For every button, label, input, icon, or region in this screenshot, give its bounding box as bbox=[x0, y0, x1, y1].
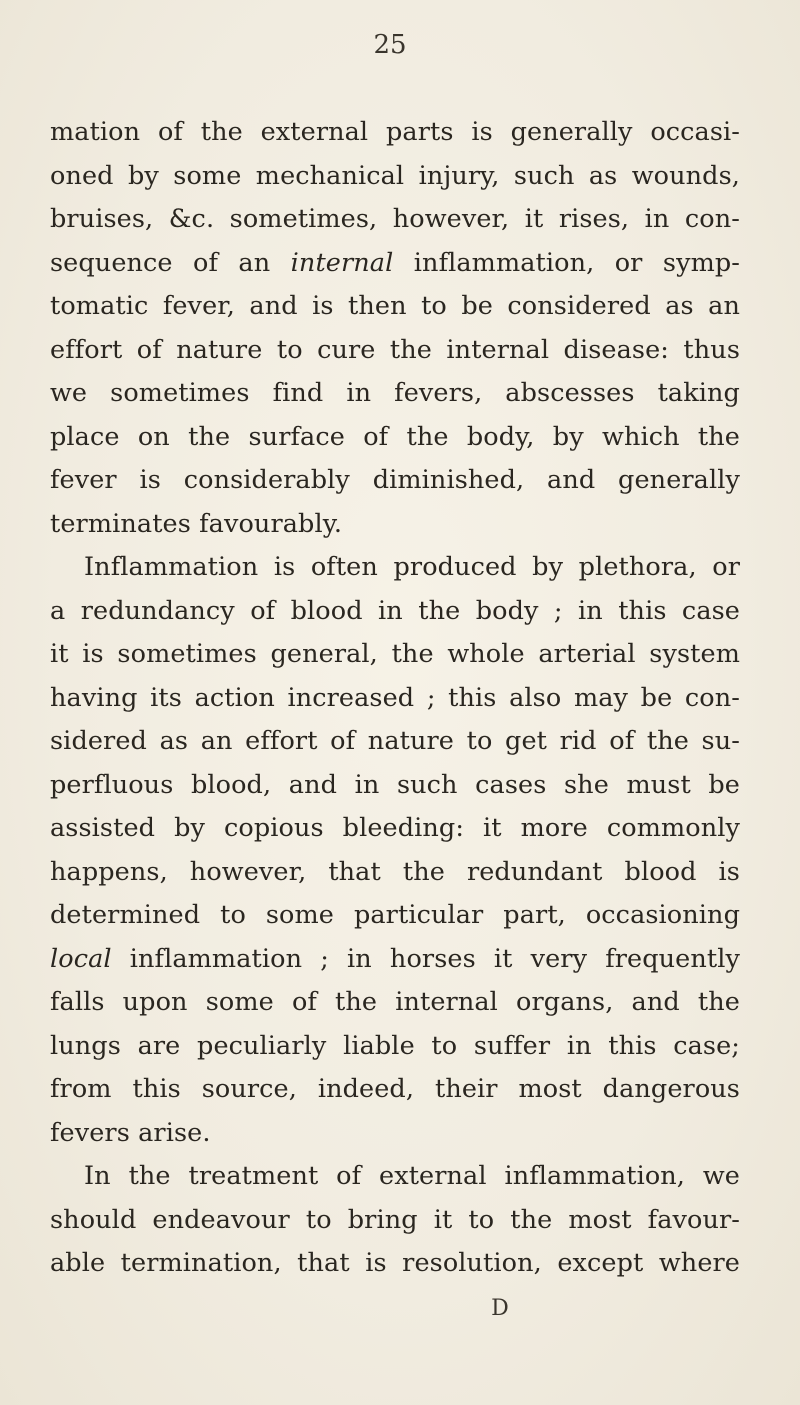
text-line: effort of nature to cure the internal disease: thus bbox=[50, 334, 740, 365]
text-line: assisted by copious bleeding: it more commonly bbox=[50, 813, 740, 843]
text-line: fever is considerably diminished, and generally bbox=[50, 465, 740, 495]
text-line: happens, however, that the redundant blood is bbox=[50, 856, 740, 887]
text-line: able termination, that is resolution, except where bbox=[50, 1248, 740, 1278]
text-line: we sometimes find in fevers, abscesses taking bbox=[50, 378, 740, 408]
text-line: tomatic fever, and is then to be considered as an bbox=[50, 291, 740, 321]
text-line: mation of the external parts is generally occasi- bbox=[50, 117, 740, 147]
text-line: sequence of an internal inflammation, or symp- bbox=[50, 247, 740, 278]
body-text bbox=[50, 111, 740, 1286]
text-line: from this source, indeed, their most dangerous bbox=[50, 1074, 740, 1104]
text-line: a redundancy of blood in the body ; in this case bbox=[50, 595, 740, 626]
text-line: lungs are peculiarly liable to suffer in this case; bbox=[50, 1030, 740, 1061]
text-line: should endeavour to bring it to the most favour- bbox=[50, 1204, 740, 1235]
text-line: falls upon some of the internal organs, and the bbox=[50, 987, 740, 1017]
text-line: In the treatment of external inflammation, we bbox=[84, 1161, 740, 1191]
text-line: local inflammation ; in horses it very frequently bbox=[50, 943, 740, 974]
italic-word: local bbox=[50, 943, 112, 974]
text-line: oned by some mechanical injury, such as wounds, bbox=[50, 160, 740, 191]
text-line: determined to some particular part, occasioning bbox=[50, 900, 740, 930]
signature-mark: D bbox=[491, 1296, 509, 1321]
text-line: fevers arise. bbox=[50, 1117, 211, 1148]
italic-word: internal bbox=[290, 247, 394, 278]
text-line: sidered as an effort of nature to get rid of the su- bbox=[50, 726, 740, 756]
text-line: bruises, &c. sometimes, however, it rises, in con- bbox=[50, 204, 740, 234]
text-line: perfluous blood, and in such cases she must be bbox=[50, 769, 740, 800]
text-line: place on the surface of the body, by which the bbox=[50, 421, 740, 452]
text-line: terminates favourably. bbox=[50, 508, 343, 539]
page-number: 25 bbox=[373, 30, 407, 60]
text-line: Inflammation is often produced by plethora, or bbox=[84, 552, 740, 582]
text-line: it is sometimes general, the whole arterial system bbox=[50, 639, 740, 669]
text-line: having its action increased ; this also may be con- bbox=[50, 682, 740, 713]
